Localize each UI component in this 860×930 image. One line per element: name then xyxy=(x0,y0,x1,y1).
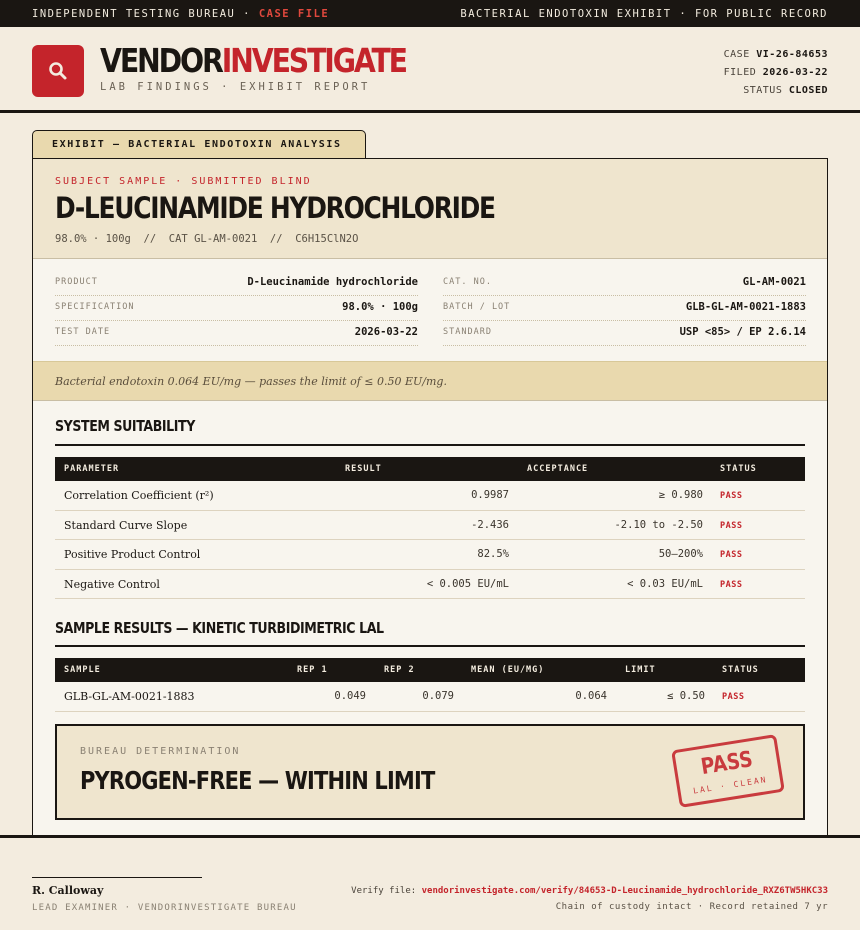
subject-spec: 98.0% · 100g // CAT GL-AM-0021 // C6H15ClN2O xyxy=(55,233,359,245)
top-bar xyxy=(0,0,860,27)
suitability-rule xyxy=(55,444,805,446)
results-header: SAMPLE REP 1 REP 2 MEAN (EU/MG) LIMIT STATUS xyxy=(55,658,805,682)
suitability-title: SYSTEM SUITABILITY xyxy=(55,417,195,435)
status-badge: PASS xyxy=(720,520,743,531)
detail-standard: STANDARD USP <85> / EP 2.6.14 xyxy=(443,321,806,346)
header xyxy=(0,27,860,113)
suitability-header: PARAMETER RESULT ACCEPTANCE STATUS xyxy=(55,457,805,481)
verify-line: Verify file: vendorinvestigate.com/verify/84653-D-Leucinamide_hydrochloride_RXZ6TW5HKC33 xyxy=(351,886,828,896)
determination-label: BUREAU DETERMINATION xyxy=(80,746,241,757)
signer-role: LEAD EXAMINER · VENDORINVESTIGATE BUREAU xyxy=(32,903,297,913)
results-rule xyxy=(55,645,805,647)
subject-kicker: SUBJECT SAMPLE · SUBMITTED BLIND xyxy=(55,176,312,187)
signature-line xyxy=(32,877,202,878)
table-row: Negative Control < 0.005 EU/mL < 0.03 EU/mL PASS xyxy=(55,570,805,600)
case-meta xyxy=(724,46,828,100)
verify-link[interactable]: vendorinvestigate.com/verify/84653-D-Leucinamide_hydrochloride_RXZ6TW5HKC33 xyxy=(421,886,828,896)
brand-wordmark xyxy=(100,41,406,80)
signer-name: R. Calloway xyxy=(32,884,104,897)
logo xyxy=(32,45,84,97)
case-filed: FILED 2026-03-22 xyxy=(723,67,828,78)
exhibit-tab: EXHIBIT — BACTERIAL ENDOTOXIN ANALYSIS xyxy=(32,130,366,159)
brand-part1: VENDOR xyxy=(100,41,222,80)
pass-stamp xyxy=(671,734,785,808)
detail-product: PRODUCT D-Leucinamide hydrochloride xyxy=(55,271,418,296)
subject-name: D-LEUCINAMIDE HYDROCHLORIDE xyxy=(55,191,495,225)
case-status: STATUS CLOSED xyxy=(743,85,828,96)
topbar-left xyxy=(32,8,329,20)
custody-note: Chain of custody intact · Record retained 7 yr xyxy=(555,902,828,912)
detail-test-date: TEST DATE 2026-03-22 xyxy=(55,321,418,346)
table-row: Standard Curve Slope -2.436 -2.10 to -2.50 PASS xyxy=(55,511,805,541)
brand-part2: INVESTIGATE xyxy=(221,41,406,80)
table-row: GLB-GL-AM-0021-1883 0.049 0.079 0.064 ≤ 0.50 PASS xyxy=(55,682,805,712)
status-badge: PASS xyxy=(720,491,743,501)
stamp-sub: LAL · CLEAN xyxy=(692,775,768,796)
determination-verdict: PYROGEN-FREE — WITHIN LIMIT xyxy=(80,766,435,795)
bureau-determination xyxy=(55,724,805,820)
brand-subtitle: LAB FINDINGS · EXHIBIT REPORT xyxy=(100,81,371,93)
table-row: Correlation Coefficient (r²) 0.9987 ≥ 0.980 PASS xyxy=(55,481,805,511)
summary-note xyxy=(33,361,827,401)
case-number: CASE VI-26-84653 xyxy=(723,49,828,60)
results-title: SAMPLE RESULTS — KINETIC TURBIDIMETRIC LAL xyxy=(55,619,384,637)
status-badge: PASS xyxy=(720,579,743,590)
footer-rule xyxy=(0,835,860,838)
detail-specification: SPECIFICATION 98.0% · 100g xyxy=(55,296,418,321)
exhibit-card xyxy=(32,158,828,836)
topbar-left-text: INDEPENDENT TESTING BUREAU · xyxy=(32,8,259,20)
subject-block xyxy=(33,159,827,259)
summary-note-text: Bacterial endotoxin 0.064 EU/mg — passes the limit of ≤ 0.50 EU/mg. xyxy=(55,375,447,388)
detail-batch: BATCH / LOT GLB-GL-AM-0021-1883 xyxy=(443,296,806,321)
status-badge: PASS xyxy=(720,550,743,560)
detail-cat-no: CAT. NO. GL-AM-0021 xyxy=(443,271,806,296)
stamp-main: PASS xyxy=(699,747,755,781)
table-row: Positive Product Control 82.5% 50–200% PASS xyxy=(55,540,805,570)
case-file-label: CASE FILE xyxy=(258,8,330,20)
topbar-right: BACTERIAL ENDOTOXIN EXHIBIT · FOR PUBLIC RECORD xyxy=(460,8,828,20)
status-badge: PASS xyxy=(722,692,745,702)
magnifier-icon xyxy=(47,60,69,82)
